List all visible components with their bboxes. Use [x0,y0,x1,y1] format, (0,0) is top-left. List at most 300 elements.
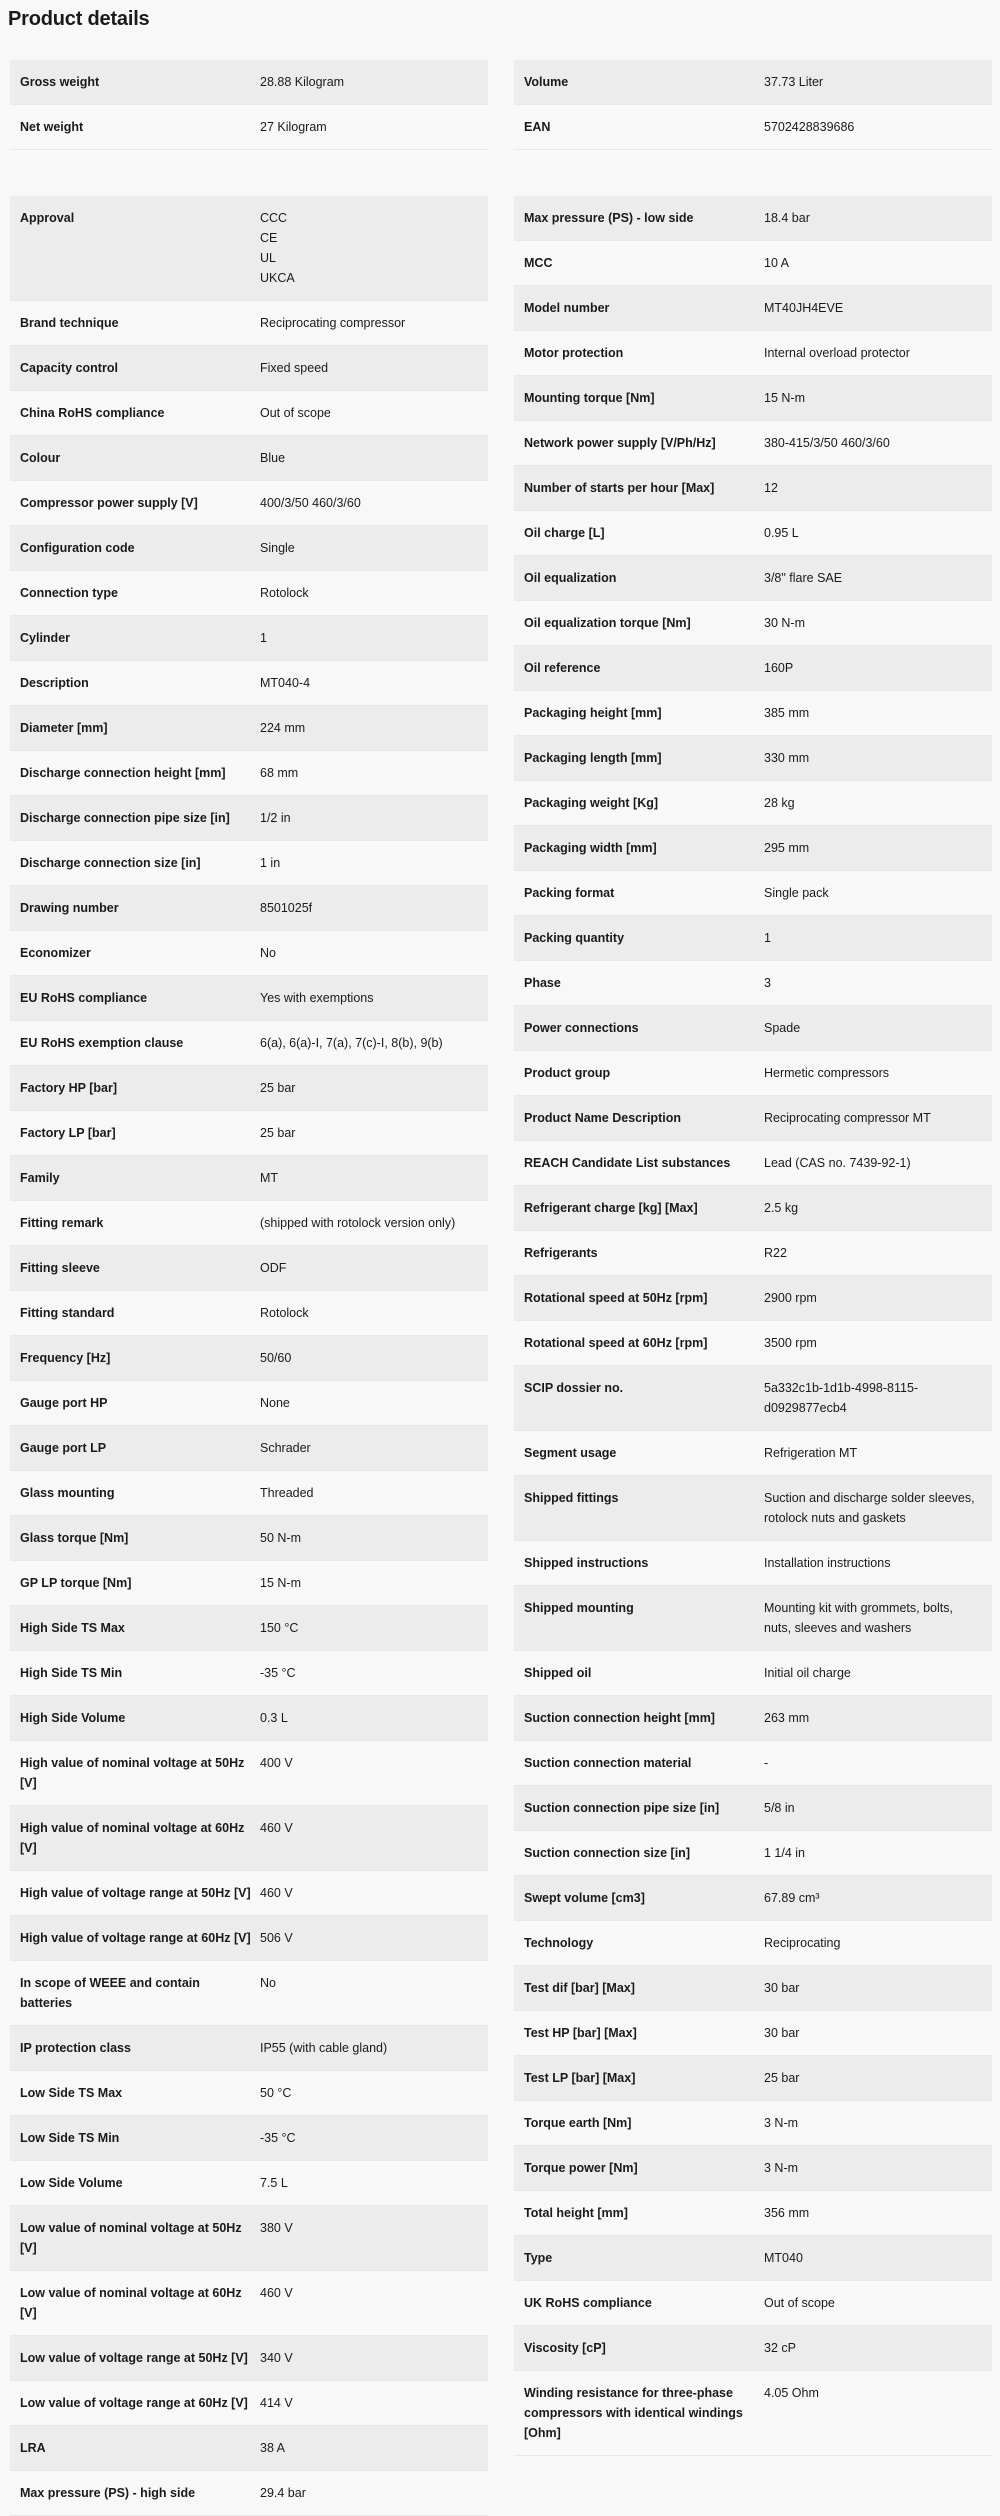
spec-value: 5/8 in [764,1801,795,1815]
spec-value: 37.73 Liter [764,75,824,89]
spec-value: 224 mm [260,721,306,735]
spec-row [514,691,992,736]
spec-row [10,301,488,346]
spec-label: Refrigerants [524,1246,598,1260]
spec-value: MT [260,1171,279,1185]
spec-row [10,931,488,976]
spec-value: Reciprocating compressor MT [764,1111,931,1125]
spec-row [514,601,992,646]
spec-label: Shipped fittings [524,1491,619,1505]
spec-value: 460 V [260,2286,293,2300]
main-left-spec-table [10,196,488,2516]
spec-label: Configuration code [20,541,135,555]
spec-row [514,1651,992,1696]
spec-row [10,1516,488,1561]
spec-value: 1 [260,631,267,645]
spec-value: 30 bar [764,1981,800,1995]
spec-label: Family [20,1171,60,1185]
spec-label: Low Side Volume [20,2176,123,2190]
spec-row [514,1186,992,1231]
spec-row [10,751,488,796]
spec-row [10,1021,488,1066]
spec-row [10,1381,488,1426]
spec-label: REACH Candidate List substances [524,1156,731,1170]
spec-value: Refrigeration MT [764,1446,858,1460]
spec-row [514,376,992,421]
spec-row [10,1111,488,1156]
spec-label: Torque power [Nm] [524,2161,638,2175]
spec-label: Diameter [mm] [20,721,108,735]
spec-value: (shipped with rotolock version only) [260,1216,456,1230]
spec-value: 150 °C [260,1621,299,1635]
spec-label: Net weight [20,120,84,134]
spec-value: 1/2 in [260,811,291,825]
spec-value: 67.89 cm³ [764,1891,820,1905]
spec-label: Packing quantity [524,931,625,945]
spec-value: 3 N-m [764,2161,799,2175]
spec-row [514,241,992,286]
spec-label: Low value of voltage range at 60Hz [V] [20,2396,248,2410]
spec-label: Oil reference [524,661,601,675]
spec-row [10,661,488,706]
spec-row [514,1541,992,1586]
spec-row [514,1366,992,1431]
spec-value: 2.5 kg [764,1201,799,1215]
spec-label: Viscosity [cP] [524,2341,606,2355]
spec-label: High value of voltage range at 50Hz [V] [20,1886,251,1900]
spec-value: 400/3/50 460/3/60 [260,496,361,510]
spec-label: Suction connection height [mm] [524,1711,715,1725]
spec-value: - [764,1756,769,1770]
spec-label: In scope of WEEE and contain batteries [20,1976,200,2010]
spec-value: Hermetic compressors [764,1066,890,1080]
spec-value: CCC CE UL UKCA [260,211,295,285]
spec-row [514,736,992,781]
spec-value: No [260,946,276,960]
spec-label: Technology [524,1936,594,1950]
spec-label: Network power supply [V/Ph/Hz] [524,436,716,450]
spec-label: Description [20,676,89,690]
spec-label: Fitting remark [20,1216,104,1230]
spec-label: Discharge connection size [in] [20,856,201,870]
spec-label: Frequency [Hz] [20,1351,111,1365]
spec-label: Max pressure (PS) - high side [20,2486,196,2500]
spec-row [10,2071,488,2116]
spec-value: 3 N-m [764,2116,799,2130]
spec-value: 8501025f [260,901,313,915]
spec-label: Oil equalization torque [Nm] [524,616,691,630]
spec-value: Out of scope [260,406,331,420]
spec-value: 3 [764,976,771,990]
spec-label: High value of nominal voltage at 60Hz [V] [20,1821,245,1855]
spec-value: 340 V [260,2351,293,2365]
spec-label: Gauge port LP [20,1441,107,1455]
spec-value: Suction and discharge solder sleeves, rotolock nuts and gaskets [764,1491,975,1525]
spec-row [10,2206,488,2271]
spec-value: -35 °C [260,1666,296,1680]
spec-label: Packaging weight [Kg] [524,796,659,810]
spec-label: Capacity control [20,361,118,375]
spec-row [10,1651,488,1696]
spec-value: Reciprocating [764,1936,841,1950]
main-right-spec-table [514,196,992,2456]
spec-value: Single pack [764,886,829,900]
spec-value: Blue [260,451,286,465]
spec-label: Shipped mounting [524,1601,634,1615]
spec-row [10,1471,488,1516]
spec-value: 5702428839686 [764,120,855,134]
top-right-spec-table [514,60,992,150]
spec-value: 15 N-m [260,1576,301,1590]
spec-row [514,2191,992,2236]
spec-value: 160P [764,661,794,675]
spec-row [514,1006,992,1051]
spec-label: Discharge connection height [mm] [20,766,226,780]
spec-row [10,1201,488,1246]
spec-label: Test LP [bar] [Max] [524,2071,636,2085]
spec-row [514,826,992,871]
spec-label: Winding resistance for three-phase compressors with identical windings [Ohm] [524,2386,743,2440]
spec-value: 263 mm [764,1711,810,1725]
spec-label: Glass torque [Nm] [20,1531,129,1545]
spec-label: Low value of voltage range at 50Hz [V] [20,2351,248,2365]
spec-value: 25 bar [260,1126,296,1140]
spec-label: Cylinder [20,631,71,645]
spec-row [10,2471,488,2516]
spec-label: Glass mounting [20,1486,115,1500]
spec-value: 5a332c1b-1d1b-4998-8115- d0929877ecb4 [764,1381,919,1415]
spec-value: IP55 (with cable gland) [260,2041,388,2055]
spec-label: Low Side TS Min [20,2131,120,2145]
spec-label: Low value of nominal voltage at 50Hz [V] [20,2221,242,2255]
spec-value: Out of scope [764,2296,835,2310]
spec-row [10,481,488,526]
spec-value: Threaded [260,1486,314,1500]
spec-value: Lead (CAS no. 7439-92-1) [764,1156,911,1170]
spec-value: 10 A [764,256,790,270]
spec-label: Suction connection material [524,1756,692,1770]
spec-row [10,1291,488,1336]
spec-label: Test HP [bar] [Max] [524,2026,637,2040]
top-left-spec-table [10,60,488,150]
spec-row [10,196,488,301]
spec-label: Shipped instructions [524,1556,649,1570]
spec-value: 0.3 L [260,1711,288,1725]
spec-label: EU RoHS compliance [20,991,148,1005]
spec-label: Factory HP [bar] [20,1081,118,1095]
spec-label: Connection type [20,586,118,600]
spec-label: Test dif [bar] [Max] [524,1981,635,1995]
spec-row [514,1786,992,1831]
spec-row [10,2426,488,2471]
spec-value: 3500 rpm [764,1336,817,1350]
spec-row [10,886,488,931]
spec-row [514,2056,992,2101]
spec-row [514,1051,992,1096]
spec-row [10,2336,488,2381]
spec-row [10,346,488,391]
spec-row [10,1426,488,1471]
spec-value: R22 [764,1246,787,1260]
spec-label: Compressor power supply [V] [20,496,198,510]
spec-row [10,616,488,661]
spec-label: GP LP torque [Nm] [20,1576,132,1590]
spec-row [10,976,488,1021]
spec-value: Fixed speed [260,361,329,375]
spec-row [514,1096,992,1141]
spec-row [514,556,992,601]
spec-label: Product Name Description [524,1111,681,1125]
spec-label: Gross weight [20,75,100,89]
spec-value: 32 cP [764,2341,796,2355]
spec-value: Spade [764,1021,801,1035]
spec-row [514,2011,992,2056]
spec-label: Swept volume [cm3] [524,1891,645,1905]
spec-value: 295 mm [764,841,810,855]
spec-row [514,2371,992,2456]
spec-row [514,2326,992,2371]
spec-value: 12 [764,481,778,495]
spec-label: Phase [524,976,561,990]
spec-label: Packaging height [mm] [524,706,662,720]
spec-row [514,916,992,961]
spec-value: 1 in [260,856,281,870]
spec-value: 28 kg [764,796,795,810]
spec-value: Reciprocating compressor [260,316,406,330]
spec-row [10,796,488,841]
spec-row [10,2161,488,2206]
spec-value: ODF [260,1261,287,1275]
spec-row [514,421,992,466]
spec-row [10,1066,488,1111]
spec-value: -35 °C [260,2131,296,2145]
spec-row [10,1741,488,1806]
spec-row [514,1741,992,1786]
spec-row [10,1561,488,1606]
spec-row [514,2236,992,2281]
spec-row [514,1921,992,1966]
spec-row [514,511,992,556]
spec-label: Model number [524,301,610,315]
spec-row [10,2116,488,2161]
spec-value: Rotolock [260,586,309,600]
spec-row [514,105,992,150]
spec-label: Packaging length [mm] [524,751,662,765]
spec-row [10,1871,488,1916]
spec-value: 1 [764,931,771,945]
spec-value: 27 Kilogram [260,120,327,134]
spec-label: EAN [524,120,551,134]
spec-row [10,2026,488,2071]
spec-value: 460 V [260,1886,293,1900]
spec-label: MCC [524,256,553,270]
spec-row [10,2271,488,2336]
spec-label: Fitting standard [20,1306,115,1320]
spec-label: Low Side TS Max [20,2086,123,2100]
spec-value: 68 mm [260,766,299,780]
spec-row [514,1876,992,1921]
spec-row [10,1246,488,1291]
spec-value: 380 V [260,2221,293,2235]
spec-label: High Side TS Min [20,1666,123,1680]
spec-row [514,1476,992,1541]
spec-label: UK RoHS compliance [524,2296,652,2310]
spec-label: Fitting sleeve [20,1261,100,1275]
spec-value: 25 bar [764,2071,800,2085]
spec-row [514,1966,992,2011]
spec-value: 385 mm [764,706,810,720]
spec-label: Rotational speed at 60Hz [rpm] [524,1336,708,1350]
spec-label: Shipped oil [524,1666,592,1680]
spec-value: 4.05 Ohm [764,2386,819,2400]
spec-value: 7.5 L [260,2176,288,2190]
spec-row [10,60,488,105]
spec-value: 6(a), 6(a)-I, 7(a), 7(c)-I, 8(b), 9(b) [260,1036,443,1050]
spec-value: 380-415/3/50 460/3/60 [764,436,890,450]
spec-value: 506 V [260,1931,293,1945]
spec-row [10,1156,488,1201]
spec-value: Schrader [260,1441,311,1455]
spec-value: 2900 rpm [764,1291,817,1305]
spec-value: 30 bar [764,2026,800,2040]
spec-row [10,2381,488,2426]
spec-value: 15 N-m [764,391,805,405]
spec-value: Mounting kit with grommets, bolts, nuts, sleeves and washers [764,1601,953,1635]
spec-label: Segment usage [524,1446,617,1460]
spec-label: IP protection class [20,2041,131,2055]
spec-label: Type [524,2251,553,2265]
spec-row [10,436,488,481]
spec-label: Suction connection size [in] [524,1846,690,1860]
spec-label: Mounting torque [Nm] [524,391,655,405]
spec-value: MT040 [764,2251,803,2265]
spec-label: Motor protection [524,346,624,360]
spec-value: 1 1/4 in [764,1846,806,1860]
spec-label: High Side TS Max [20,1621,125,1635]
spec-row [514,1831,992,1876]
spec-label: Max pressure (PS) - low side [524,211,694,225]
spec-row [514,1431,992,1476]
spec-row [10,105,488,150]
spec-value: Yes with exemptions [260,991,374,1005]
spec-row [514,196,992,241]
spec-value: 50 °C [260,2086,292,2100]
spec-label: Volume [524,75,569,89]
spec-value: 18.4 bar [764,211,810,225]
spec-label: High value of nominal voltage at 50Hz [V] [20,1756,245,1790]
spec-row [514,961,992,1006]
spec-label: Brand technique [20,316,119,330]
spec-row [10,706,488,751]
spec-row [514,1231,992,1276]
spec-row [10,1961,488,2026]
spec-value: Initial oil charge [764,1666,851,1680]
spec-value: Single [260,541,295,555]
spec-row [10,1336,488,1381]
spec-value: 3/8" flare SAE [764,571,843,585]
spec-row [514,1586,992,1651]
spec-value: 29.4 bar [260,2486,306,2500]
spec-label: High value of voltage range at 60Hz [V] [20,1931,251,1945]
spec-value: 25 bar [260,1081,296,1095]
spec-label: China RoHS compliance [20,406,165,420]
spec-row [514,1321,992,1366]
spec-label: Colour [20,451,61,465]
spec-row [514,2281,992,2326]
spec-label: Oil equalization [524,571,617,585]
spec-label: Total height [mm] [524,2206,628,2220]
spec-label: Drawing number [20,901,119,915]
spec-label: Power connections [524,1021,639,1035]
page-title: Product details [8,8,150,30]
spec-label: Product group [524,1066,611,1080]
spec-row [514,60,992,105]
spec-value: 356 mm [764,2206,810,2220]
spec-value: 38 A [260,2441,286,2455]
spec-label: Oil charge [L] [524,526,605,540]
spec-row [514,781,992,826]
spec-label: EU RoHS exemption clause [20,1036,184,1050]
spec-row [514,871,992,916]
spec-row [514,2146,992,2191]
spec-value: Installation instructions [764,1556,891,1570]
spec-value: MT40JH4EVE [764,301,844,315]
spec-row [10,391,488,436]
spec-label: Approval [20,211,75,225]
spec-label: Suction connection pipe size [in] [524,1801,720,1815]
spec-row [10,1606,488,1651]
spec-value: 400 V [260,1756,293,1770]
spec-row [514,286,992,331]
spec-row [10,526,488,571]
spec-label: Packaging width [mm] [524,841,657,855]
spec-value: 330 mm [764,751,810,765]
spec-value: Rotolock [260,1306,309,1320]
spec-label: SCIP dossier no. [524,1381,624,1395]
spec-label: LRA [20,2441,46,2455]
spec-label: Factory LP [bar] [20,1126,116,1140]
spec-label: Packing format [524,886,615,900]
spec-value: None [260,1396,290,1410]
spec-row [514,466,992,511]
spec-label: High Side Volume [20,1711,126,1725]
spec-row [514,2101,992,2146]
spec-value: 50/60 [260,1351,292,1365]
spec-row [10,841,488,886]
spec-row [10,1806,488,1871]
spec-label: Low value of nominal voltage at 60Hz [V] [20,2286,242,2320]
spec-row [514,1696,992,1741]
spec-row [514,1141,992,1186]
spec-value: No [260,1976,276,1990]
spec-row [10,571,488,616]
spec-label: Torque earth [Nm] [524,2116,632,2130]
spec-value: 50 N-m [260,1531,301,1545]
spec-value: 0.95 L [764,526,799,540]
spec-value: Internal overload protector [764,346,910,360]
spec-row [10,1696,488,1741]
spec-value: 28.88 Kilogram [260,75,345,89]
spec-label: Discharge connection pipe size [in] [20,811,230,825]
spec-label: Rotational speed at 50Hz [rpm] [524,1291,708,1305]
spec-row [10,1916,488,1961]
spec-label: Number of starts per hour [Max] [524,481,715,495]
spec-label: Economizer [20,946,91,960]
spec-value: 460 V [260,1821,293,1835]
spec-label: Refrigerant charge [kg] [Max] [524,1201,698,1215]
spec-value: MT040-4 [260,676,311,690]
spec-value: 30 N-m [764,616,805,630]
